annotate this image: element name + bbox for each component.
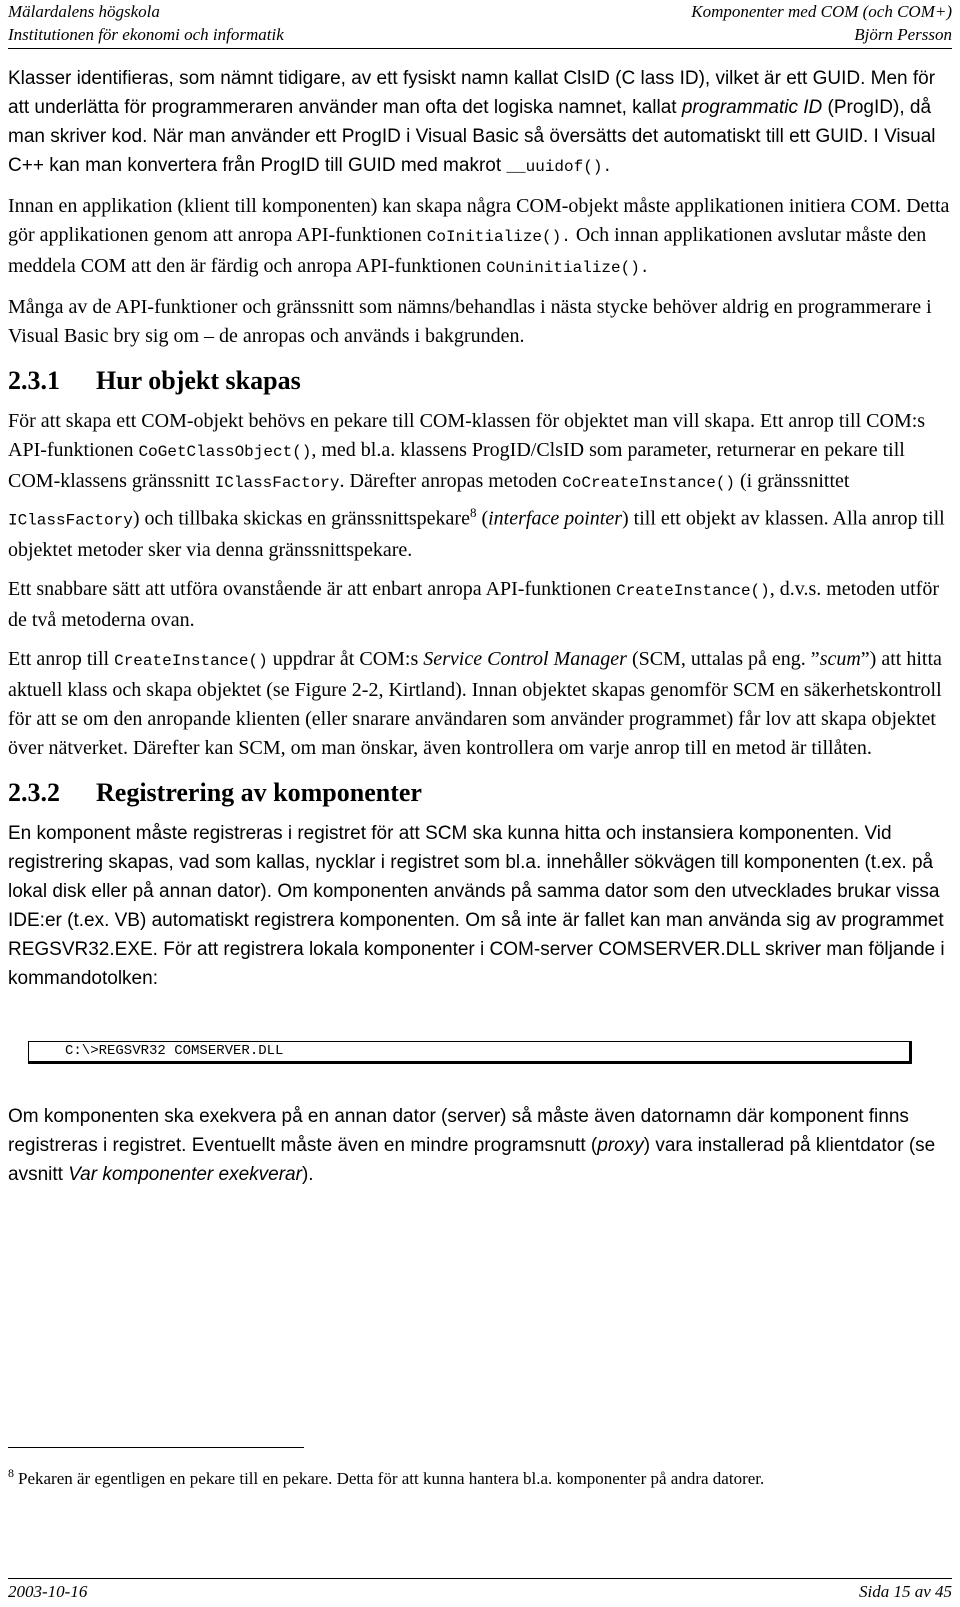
header-author: Björn Persson	[854, 25, 952, 44]
paragraph-clsid: Klasser identifieras, som nämnt tidigare, av ett fysiskt namn kallat ClsID (C lass ID), vilket är ett GUID. Men för att underlätta för programmeraren använder man ofta det logiska namnet, kallat programmatic ID (ProgID), då man skriver kod. När man använder ett ProgID i Visual Basic så översätts det automatiskt till ett GUID. I Visual C++ kan man konvertera från ProgID till GUID med makrot __uuidof().	[8, 68, 936, 176]
page-header	[8, 0, 952, 49]
header-university: Mälardalens högskola	[8, 2, 160, 21]
header-document-title: Komponenter med COM (och COM+)	[691, 2, 952, 21]
paragraph-registration: En komponent måste registreras i registret för att SCM ska kunna hitta och instansiera komponenten. Vid registrering skapas, vad som kallas, nycklar i registret som bl.a. innehåller sökvägen till komponenten (t.ex. på lokal disk eller på annan dator). Om komponenten används på samma dator som den utvecklades brukar vissa IDE:er (t.ex. VB) automatiskt registrera komponenten. Om så inte är fallet kan man använda sig av programmet REGSVR32.EXE. För att registrera lokala komponenter i COM-server COMSERVER.DLL skriver man följande i kommandotolken:	[8, 822, 945, 989]
paragraph-scm: Ett anrop till CreateInstance() uppdrar åt COM:s Service Control Manager (SCM, uttalas på eng. ”scum”) att hitta aktuell klass och skapa objektet (se Figure 2-2, Kirtland). Innan objektet skapas genomför SCM en säkerhetskontroll för att se om den anropande klienten (eller snarare användaren som använder programmet) får lov att skapa objektet över nätverket. Därefter kan SCM, om man önskar, även kontrollera om varje anrop till en metod är tillåten.	[8, 647, 942, 759]
footer-page-number: Sida 15 av 45	[858, 1582, 952, 1601]
footnote	[8, 1468, 952, 1490]
footnote-number: 8	[8, 1466, 14, 1480]
document-body	[8, 64, 952, 1199]
command-box	[28, 1041, 912, 1064]
footer-date: 2003-10-16	[8, 1582, 88, 1601]
footnote-divider	[8, 1447, 304, 1448]
paragraph-create-object: För att skapa ett COM-objekt behövs en pekare till COM-klassen för objektet man vill skapa. Ett anrop till COM:s API-funktionen CoGetClassObject(), med bl.a. klassens ProgID/ClsID som parameter, returnerar en pekare till COM-klassens gränssnitt IClassFactory. Därefter anropas metoden CoCreateInstance() (i gränssnittet IClassFactory) och tillbaka skickas en gränssnittspekare$^8$ (interface pointer) till ett objekt av klassen. Alla anrop till objektet metoder sker via denna gränssnittspekare.	[8, 410, 945, 561]
header-right	[691, 0, 952, 46]
footnote-reference: 8	[469, 505, 477, 520]
paragraph-vb-note: Många av de API-funktioner och gränssnitt som nämns/behandlas i nästa stycke behöver aldrig en programmerare i Visual Basic bry sig om – de anropas och används i bakgrunden.	[8, 296, 932, 347]
footnote-text: Pekaren är egentligen en pekare till en pekare. Detta för att kunna hantera bl.a. komponenter på andra datorer.	[18, 1469, 765, 1488]
page-footer	[8, 1578, 952, 1601]
paragraph-createinstance: Ett snabbare sätt att utföra ovanstående är att enbart anropa API-funktionen CreateInstance(), d.v.s. metoden utför de två metoderna ovan.	[8, 577, 939, 631]
paragraph-remote: Om komponenten ska exekvera på en annan dator (server) så måste även datornamn där komponent finns registreras i registret. Eventuellt måste även en mindre programsnutt (proxy) vara installerad på klientdator (se avsnitt Var komponenter exekverar).	[8, 1105, 936, 1185]
header-institution: Institutionen för ekonomi och informatik	[8, 25, 284, 44]
command-text: C:\>REGSVR32 COMSERVER.DLL	[65, 1042, 284, 1059]
header-left	[8, 0, 284, 46]
section-heading-2-3-1: 2.3.1 Hur objekt skapas	[8, 366, 301, 395]
paragraph-coinitialize: Innan en applikation (klient till komponenten) kan skapa några COM-objekt måste applikationen initiera COM. Detta gör applikationen genom att anropa API-funktionen CoInitialize(). Och innan applikationen avslutar måste den meddela COM att den är färdig och anropa API-funktionen CoUninitialize().	[8, 195, 950, 277]
section-heading-2-3-2: 2.3.2 Registrering av komponenter	[8, 777, 422, 807]
